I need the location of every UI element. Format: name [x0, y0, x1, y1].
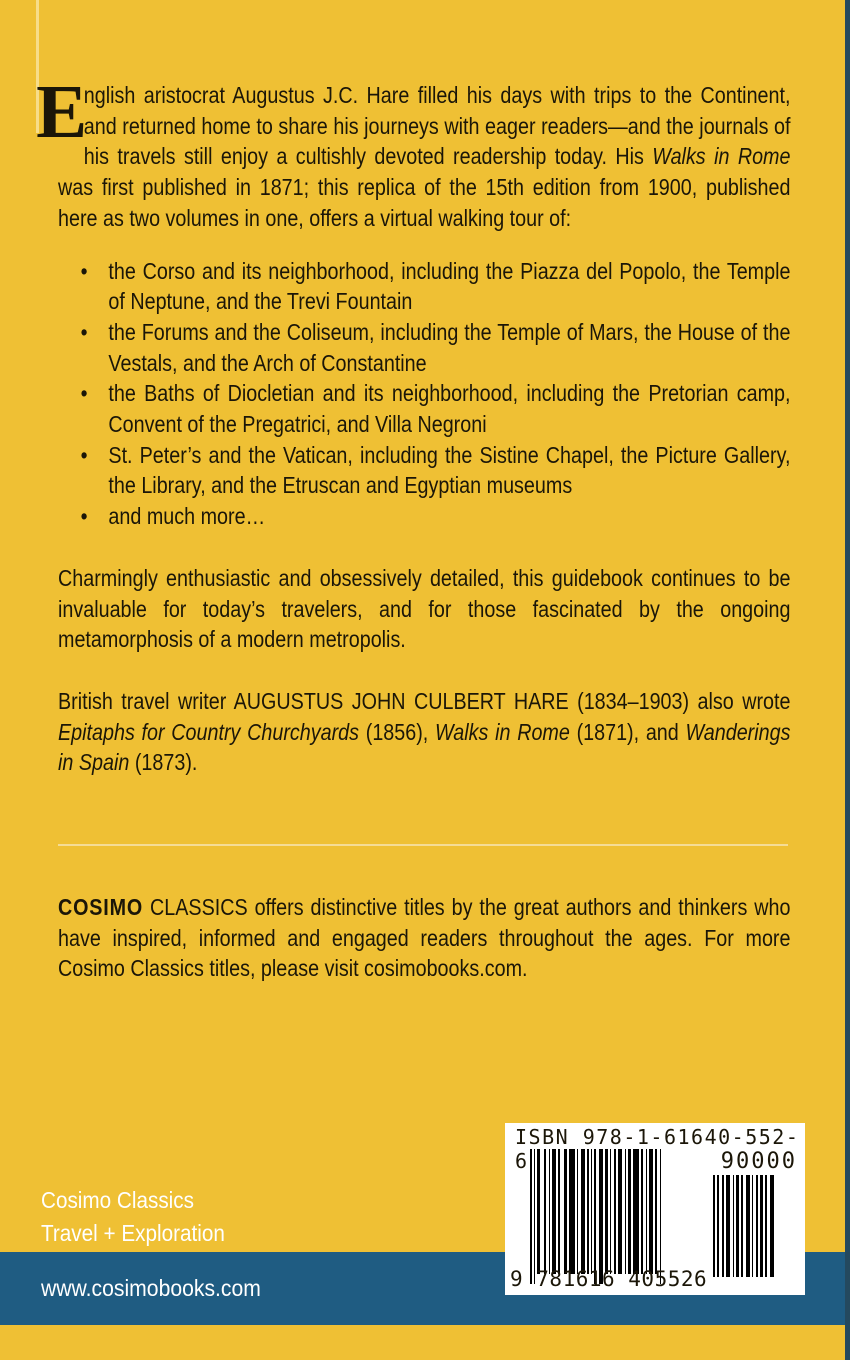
barcode-bar [736, 1175, 739, 1277]
barcode-bar [558, 1149, 560, 1274]
barcode-bar [591, 1149, 593, 1274]
bio-text: British travel writer AUGUSTUS JOHN CULBERT HARE (1834–1903) also wrote [58, 687, 791, 714]
barcode-bar [660, 1149, 662, 1284]
price-addon: 90000 [720, 1149, 797, 1174]
barcode-bar [646, 1149, 648, 1274]
ean-digits: 9 781616 405526 [510, 1267, 708, 1291]
barcode-bar [746, 1175, 750, 1277]
barcode-bar [618, 1149, 622, 1274]
barcode-bar [733, 1175, 735, 1277]
barcode-bar [594, 1149, 596, 1284]
publisher-blurb [58, 892, 790, 984]
series-category: Travel + Exploration [41, 1220, 225, 1246]
book-title: Walks in Rome [652, 143, 791, 170]
barcode-bar [534, 1149, 536, 1284]
list-item: • the Corso and its neighborhood, including the Piazza del Popolo, the Temple of Neptune, and the Trevi Fountain [108, 256, 790, 317]
isbn-barcode [505, 1123, 805, 1295]
barcode-bar [605, 1149, 608, 1274]
addon-bars [713, 1175, 795, 1277]
barcode-bar [610, 1149, 612, 1274]
summary-paragraph: Charmingly enthusiastic and obsessively detailed, this guidebook continues to be invaluable for today’s travelers, and for those fascinated by the ongoing metamorphosis of a modern metropolis. [58, 564, 791, 653]
series-name: Cosimo Classics [41, 1187, 194, 1213]
barcode-bar [726, 1175, 730, 1277]
barcode-bars [530, 1149, 695, 1284]
barcode-bar [625, 1149, 627, 1274]
barcode-bar [756, 1175, 758, 1277]
barcode-bar [641, 1149, 643, 1274]
series-label [41, 1184, 225, 1250]
barcode-bar [628, 1149, 631, 1274]
highlights-list [58, 256, 790, 532]
barcode-bar [544, 1149, 546, 1274]
barcode-bar [599, 1149, 603, 1284]
barcode-bar [760, 1175, 763, 1277]
barcode-bar [770, 1175, 774, 1277]
list-item: • St. Peter’s and the Vatican, including the Sistine Chapel, the Picture Gallery, the Library, and the Etruscan and Egyptian museums [108, 440, 790, 501]
barcode-bar [649, 1149, 653, 1274]
barcode-bar [722, 1175, 724, 1277]
bio-text: (1873). [129, 749, 198, 776]
barcode-bar [765, 1175, 767, 1277]
barcode-bar [633, 1149, 639, 1274]
intro-paragraph [36, 70, 791, 234]
barcode-bar [614, 1149, 616, 1274]
barcode-bar [581, 1149, 585, 1274]
barcode-bar [587, 1149, 589, 1274]
barcode-bar [569, 1149, 575, 1274]
barcode-bar [549, 1149, 551, 1274]
barcode-bar [655, 1149, 657, 1274]
barcode-bar [752, 1175, 754, 1277]
isbn-text: ISBN 978-1-61640-552-6 [515, 1125, 800, 1173]
spine-edge [845, 0, 850, 1360]
barcode-bar [564, 1149, 567, 1274]
bio-text: (1871), and [569, 718, 686, 745]
intro-text-2: was first published in 1871; this replica of the 15th edition from 1900, published here as two volumes in one, offers a virtual walking tour of: [58, 174, 791, 231]
list-item: • and much more… [108, 501, 790, 532]
barcode-bar [552, 1149, 556, 1274]
list-item: • the Forums and the Coliseum, including the Temple of Mars, the House of the Vestals, and the Arch of Constantine [108, 317, 790, 378]
website-link[interactable]: www.cosimobooks.com [41, 1275, 261, 1301]
barcode-bar [537, 1149, 540, 1274]
barcode-bar [741, 1175, 743, 1277]
work-title: Walks in Rome [435, 718, 570, 745]
work-title: Epitaphs for Country Churchyards [58, 718, 360, 745]
bio-text: (1856), [359, 718, 436, 745]
barcode-bar [717, 1175, 719, 1277]
barcode-bar [713, 1175, 715, 1277]
list-item: • the Baths of Diocletian and its neighborhood, including the Pretorian camp, Convent of the Pregatrici, and Villa Negroni [108, 378, 790, 439]
drop-cap: E [36, 70, 88, 154]
barcode-bar [577, 1149, 579, 1274]
publisher-brand: COSIMO [58, 894, 144, 920]
publisher-text: CLASSICS offers distinctive titles by the great authors and thinkers who have inspired, informed and engaged readers throughout the ages. For more Cosimo Classics titles, please visit cosimobooks.com. [58, 894, 791, 982]
blurb [36, 70, 791, 809]
author-bio [58, 686, 790, 778]
divider [58, 844, 788, 846]
work-title: Wanderings in Spain [58, 718, 791, 776]
barcode-bar [530, 1149, 532, 1284]
intro-text: nglish aristocrat Augustus J.C. Hare filled his days with trips to the Continent, and returned home to share his journeys with eager readers—and the journals of his travels still enjoy a cultishly devoted readership today. His [83, 82, 791, 170]
